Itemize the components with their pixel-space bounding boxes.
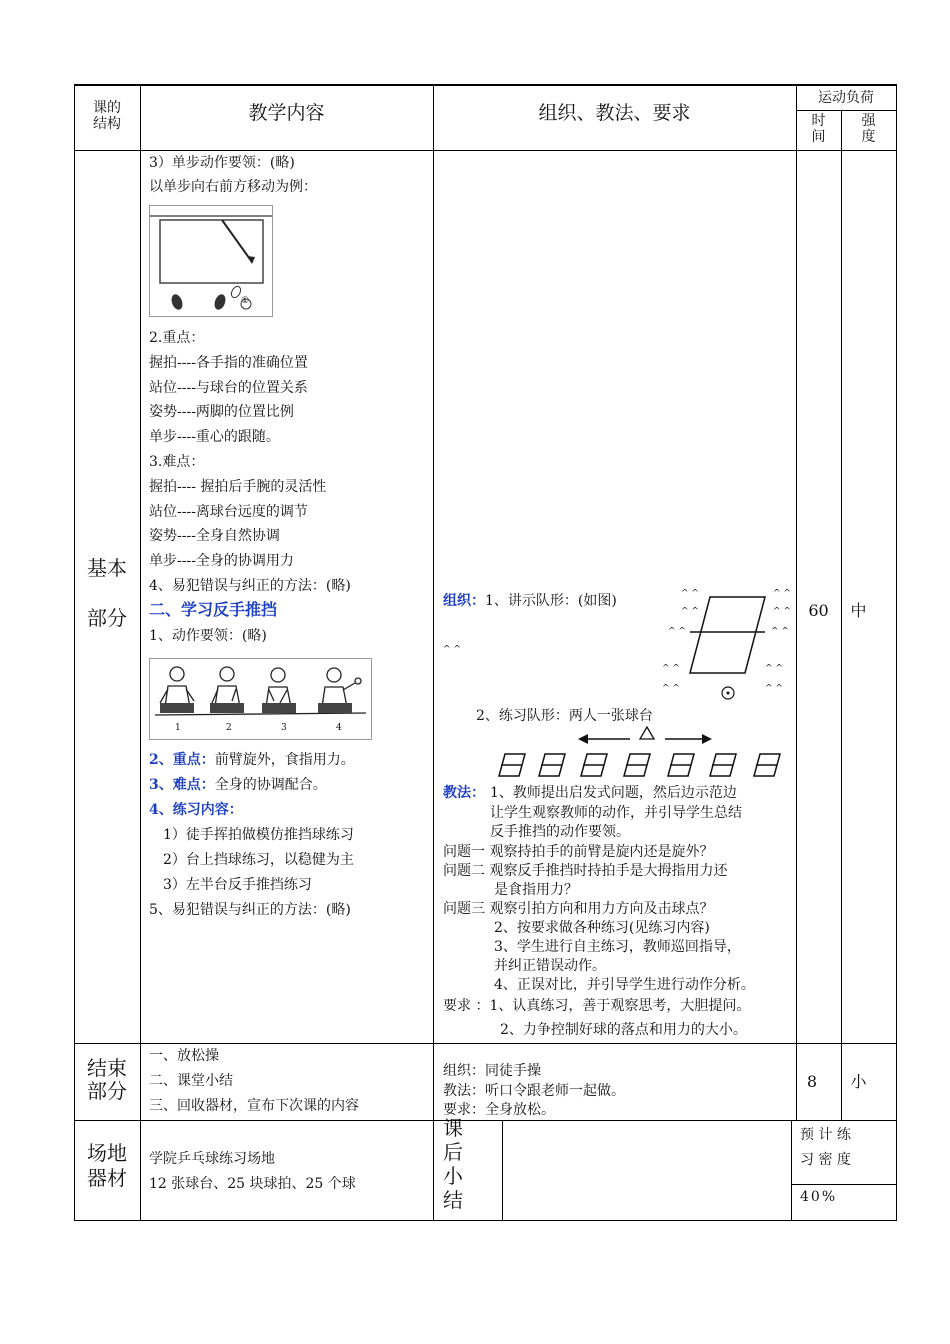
summary-char-4: 结 (443, 1188, 463, 1212)
photo-num-1: 1 (175, 723, 181, 733)
key-stance: 站位----与球台的位置关系 (149, 380, 308, 396)
marks-r1: ^ ^ (773, 589, 791, 599)
photo-num-4: 4 (336, 723, 342, 733)
practice-formation-label: 2、练习队形：两人一张球台 (476, 708, 653, 724)
requirement-2: 2、力争控制好球的落点和用力的大小。 (500, 1022, 747, 1038)
single-step-drawing (150, 206, 272, 316)
basic-intensity: 中 (850, 601, 867, 620)
single-step-figure (149, 205, 273, 317)
header-organization: 组织、教法、要求 (538, 102, 691, 124)
method-label: 教法： (443, 785, 485, 801)
diff-stance: 站位----离球台远度的调节 (149, 504, 308, 520)
diff-step: 单步----全身的协调用力 (149, 553, 294, 569)
marks-l2: ^ ^ (681, 607, 699, 617)
diff-label: 3、难点： (149, 777, 215, 793)
marks-l1: ^ ^ (681, 589, 699, 599)
section2-title: 二、学习反手推挡 (149, 600, 278, 619)
question-1: 问题一 观察持拍手的前臂是旋内还是旋外？ (443, 844, 714, 860)
backhand-photos (149, 658, 372, 740)
practice-item-2: 2）台上挡球练习，以稳健为主 (163, 852, 354, 868)
basic-label-1: 基本 (87, 556, 127, 580)
header-time: 时 间 (811, 113, 826, 146)
density-label-1: 预 计 练 (800, 1127, 851, 1143)
errors-1: 4、易犯错误与纠正的方法：(略) (149, 578, 351, 594)
step-marker: ① (241, 296, 250, 306)
method-step-2: 2、按要求做各种练习(见练习内容) (494, 920, 710, 936)
errors-2: 5、易犯错误与纠正的方法：(略) (149, 902, 351, 918)
org-line (443, 593, 617, 610)
org-text: 1、讲示队形：(如图) (485, 593, 617, 609)
question-2-cont: 是食指用力？ (494, 882, 578, 898)
practice-label: 4、练习内容： (149, 802, 243, 818)
method-step-3-cont: 并纠正错误动作。 (494, 958, 606, 974)
basic-label-2: 部分 (87, 606, 127, 630)
header-structure: 课的 结构 (93, 100, 121, 133)
marks-r2: ^ ^ (773, 607, 791, 617)
diff-text: 全身的协调配合。 (214, 777, 327, 793)
key-text: 前臂旋外，食指用力。 (214, 752, 355, 768)
header-content: 教学内容 (248, 102, 325, 124)
marks-l3: ^ ^ (668, 627, 686, 637)
method-step-4: 4、正误对比，并引导学生进行动作分析。 (494, 977, 755, 993)
ending-time: 8 (806, 1072, 818, 1091)
key-label: 2、重点： (149, 752, 215, 768)
ending-label-1: 结束 (87, 1056, 127, 1080)
marks-r5: ^ ^ (765, 684, 783, 694)
method-step-3: 3、学生进行自主练习，教师巡回指导， (494, 939, 741, 955)
marks-l4: ^ ^ (662, 664, 680, 674)
requirement-1: 要求 ：1、认真练习，善于观察思考，大胆提问。 (443, 998, 751, 1014)
venue-line-1: 学院乒乓球练习场地 (149, 1151, 275, 1167)
ending-left-1: 一、放松操 (149, 1048, 219, 1064)
marks-r3: ^ ^ (771, 627, 789, 637)
summary-char-2: 后 (443, 1140, 463, 1164)
key-grip: 握拍----各手指的准确位置 (149, 355, 308, 371)
key-posture: 姿势----两脚的位置比例 (149, 404, 294, 420)
question-2: 问题二 观察反手推挡时持拍手是大拇指用力还 (443, 863, 728, 879)
diff-posture: 姿势----全身自然协调 (149, 528, 280, 544)
ending-right-1: 组织：同徒手操 (443, 1063, 541, 1079)
step-heading: 3）单步动作要领：(略) (149, 155, 295, 171)
photo-num-3: 3 (281, 723, 287, 733)
practice-item-1: 1）徒手挥拍做模仿推挡球练习 (163, 827, 354, 843)
marks-l5: ^ ^ (662, 684, 680, 694)
ending-label-2: 部分 (87, 1079, 127, 1103)
org-label: 组织： (443, 593, 485, 609)
ending-left-2: 二、课堂小结 (149, 1073, 233, 1089)
ending-left-3: 三、回收器材，宣布下次课的内容 (149, 1098, 359, 1114)
step-example: 以单步向右前方移动为例： (149, 179, 317, 195)
photo-num-2: 2 (226, 723, 232, 733)
marks-r4: ^ ^ (765, 664, 783, 674)
ending-intensity: 小 (850, 1072, 867, 1091)
venue-line-2: 12 张球台、25 块球拍、25 个球 (149, 1176, 356, 1192)
ending-right-3: 要求：全身放松。 (443, 1102, 555, 1118)
venue-label-2: 器材 (87, 1166, 127, 1190)
diff-point-2 (149, 777, 327, 794)
key-heading: 2.重点： (149, 330, 205, 346)
basic-time: 60 (808, 601, 829, 620)
marks-left: ^ ^ (443, 645, 461, 655)
s2-action: 1、动作要领：(略) (149, 628, 267, 644)
method-line-3: 反手推挡的动作要领。 (490, 824, 630, 840)
header-load: 运动负荷 (818, 90, 874, 106)
practice-formation-diagram (490, 724, 790, 782)
header-intensity: 强 度 (861, 113, 876, 146)
question-3: 问题三 观察引拍方向和用力方向及击球点？ (443, 901, 714, 917)
practice-item-3: 3）左半台反手推挡练习 (163, 877, 312, 893)
density-value: 40% (800, 1189, 838, 1205)
diff-grip: 握拍---- 握拍后手腕的灵活性 (149, 479, 327, 495)
method-line-2: 让学生观察教师的动作，并引导学生总结 (490, 805, 742, 821)
key-point-2 (149, 752, 355, 769)
method-line-1: 1、教师提出启发式问题，然后边示范边 (490, 785, 737, 801)
ending-right-2: 教法：听口令跟老师一起做。 (443, 1083, 625, 1099)
venue-label-1: 场地 (87, 1141, 127, 1165)
density-label-2: 习 密 度 (800, 1152, 851, 1168)
summary-char-1: 课 (443, 1116, 463, 1140)
key-step: 单步----重心的跟随。 (149, 429, 280, 445)
diff-heading: 3.难点： (149, 454, 205, 470)
summary-char-3: 小 (443, 1164, 463, 1188)
